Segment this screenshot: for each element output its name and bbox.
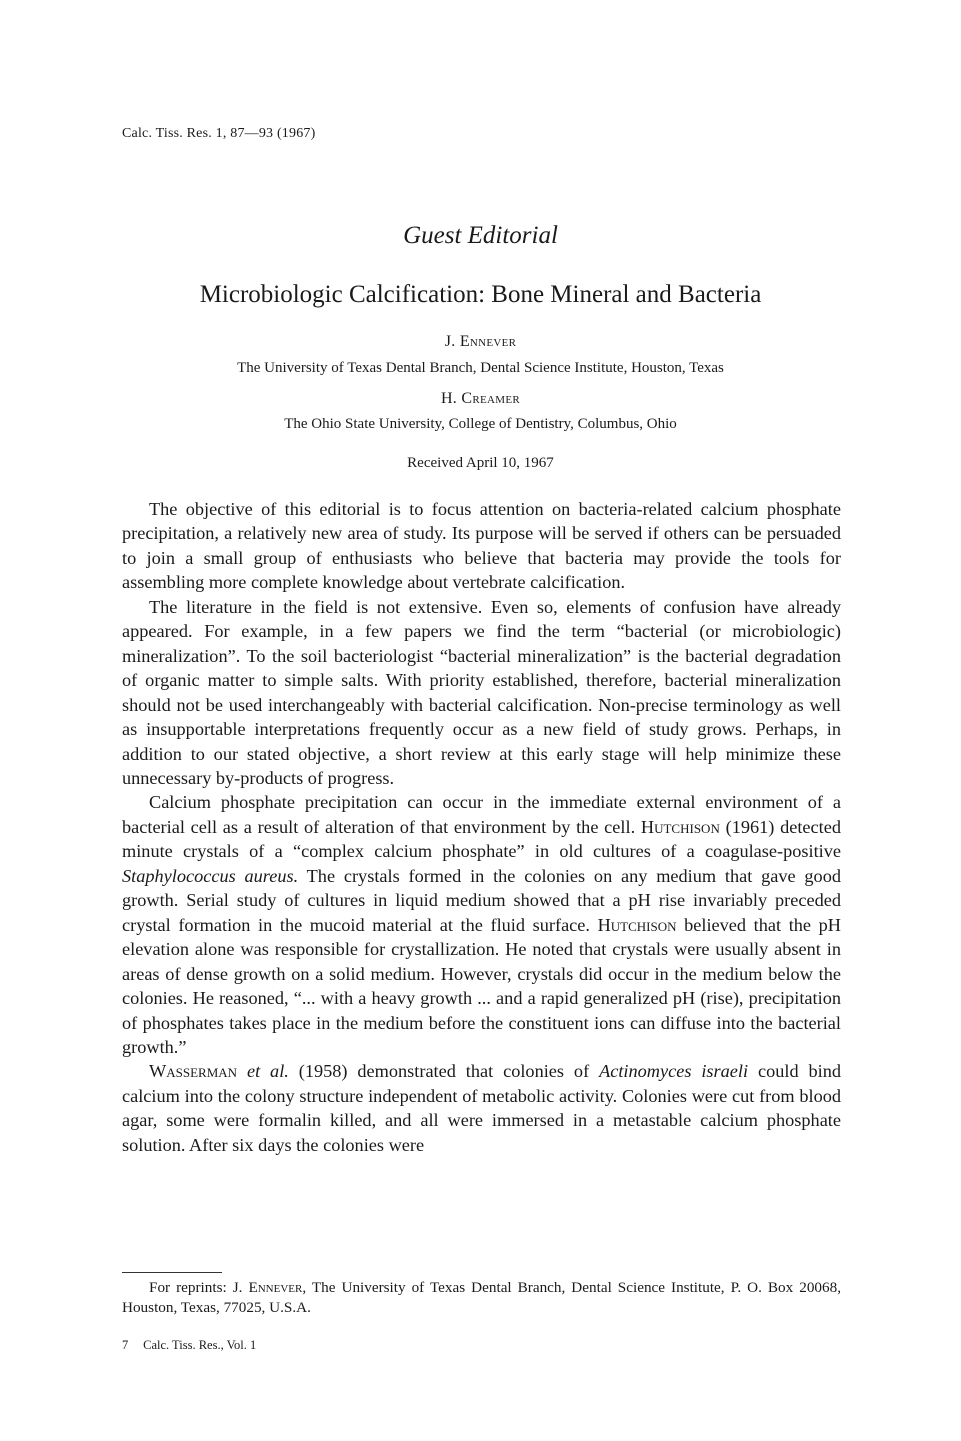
footnote-rule xyxy=(122,1272,222,1273)
p3-text-a: Calcium phosphate precipitation can occur in the immediate external environment of a bacterial cell as a result of alteration of that environment by the cell. xyxy=(122,792,841,837)
reprint-footnote xyxy=(122,1278,841,1318)
paragraph-2: The literature in the field is not extensive. Even so, elements of confusion have already appeared. For example, in a few papers we find the term “bacterial (or microbiologic) mineralization”. To the soil bacteriologist “bacterial mineralization” is the bacterial degradation of organic matter to simple salts. With priority established, therefore, bacterial mineralization should not be used interchangeably with bacterial calcification. Non-precise terminology as well as insupportable interpretations frequently occur as a new field of study grows. Perhaps, in addition to our stated objective, a short review at this early stage will help minimize these unnecessary by-products of progress. xyxy=(122,596,841,788)
author-1-surname: Ennever xyxy=(459,333,517,350)
author-2-affiliation: The Ohio State University, College of Dentistry, Columbus, Ohio xyxy=(284,416,677,432)
p3-text-b: (1961) detected minute crystals of a “complex calcium phosphate” in old cultures of a coagulase-positive xyxy=(122,816,841,862)
cited-author-hutchison: Hutchison xyxy=(640,816,720,837)
page-folio xyxy=(122,1338,256,1353)
paragraph-1: The objective of this editorial is to focus attention on bacteria-related calcium phosphate precipitation, a relatively new area of study. Its purpose will be served if others can be persuaded to join a small group of enthusiasts who believe that bacteria may provide the tools for assembling more complete knowledge about vertebrate calcification. xyxy=(122,499,841,593)
folio-number: 7 xyxy=(122,1338,129,1352)
author-1 xyxy=(0,333,961,351)
section-label: Guest Editorial xyxy=(403,222,558,249)
paragraph-3 xyxy=(122,790,841,1059)
paragraph-4 xyxy=(122,1059,841,1157)
et-al: et al. xyxy=(246,1061,289,1082)
article-body xyxy=(122,497,841,1157)
author-2 xyxy=(0,390,961,408)
journal-citation: Calc. Tiss. Res. 1, 87—93 (1967) xyxy=(122,126,316,141)
article-title: Microbiologic Calcification: Bone Mineral and Bacteria xyxy=(199,281,762,308)
p3-text-d: believed that the pH elevation alone was responsible for crystallization. He noted that crystals were usually absent in areas of dense growth on a solid medium. However, crystals did occur in the medium below the colonies. He reasoned, “... with a heavy growth ... and a rapid generalized pH (rise), precipitation of phosphates takes place in the medium before the constituent ions can diffuse into the bacterial growth.” xyxy=(122,914,841,1057)
p4-text-a: (1958) demonstrated that colonies of xyxy=(298,1061,590,1082)
cited-author-hutchison-2: Hutchison xyxy=(597,914,677,935)
species-name-2: Actinomyces israeli xyxy=(599,1061,749,1082)
footnote-author: Ennever, xyxy=(248,1279,307,1296)
author-1-initial: J. xyxy=(444,333,456,350)
p3-text-c: The crystals formed in the colonies on any medium that gave good growth. Serial study of cultures in liquid medium showed that a pH rise invariably preceded crystal formation in the mucoid material at the fluid surface. xyxy=(122,865,841,935)
author-2-initial: H. xyxy=(440,390,458,407)
species-name: Staphylococcus aureus. xyxy=(122,865,299,886)
p4-text-b: could bind calcium into the colony structure independent of metabolic activity. Colonies were cut from blood agar, some were formalin killed, and all were immersed in a metastable calcium phosphate solution. After six days the colonies were xyxy=(122,1061,841,1155)
folio-journal: Calc. Tiss. Res., Vol. 1 xyxy=(143,1338,257,1352)
author-2-surname: Creamer xyxy=(461,390,521,407)
received-date: Received April 10, 1967 xyxy=(407,455,554,471)
footnote-address: The University of Texas Dental Branch, Dental Science Institute, P. O. Box 20068, Houston, Texas, 77025, U.S.A. xyxy=(122,1279,841,1316)
author-1-affiliation: The University of Texas Dental Branch, Dental Science Institute, Houston, Texas xyxy=(237,360,724,376)
cited-author-wasserman: Wasserman xyxy=(149,1061,238,1082)
footnote-lead: For reprints: J. xyxy=(149,1279,243,1296)
